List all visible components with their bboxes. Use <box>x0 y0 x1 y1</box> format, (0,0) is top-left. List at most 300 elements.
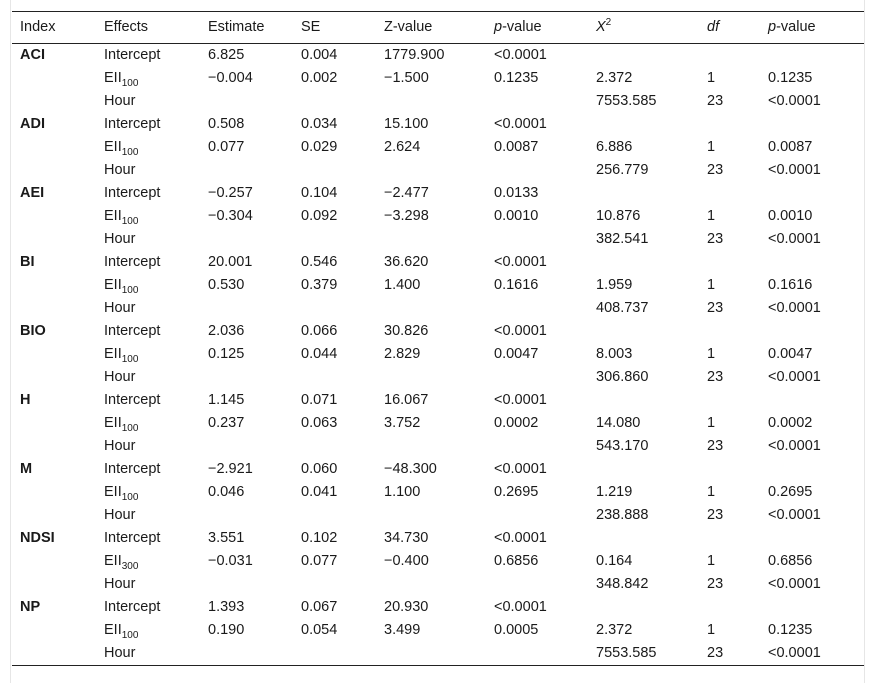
table-row <box>12 113 864 136</box>
row-estimate: 1.145 <box>208 392 245 408</box>
row-se: 0.004 <box>301 47 338 63</box>
row-z-value <box>376 573 486 596</box>
table-row <box>12 527 864 550</box>
row-se: 0.029 <box>301 139 338 155</box>
row-p-value <box>486 504 588 527</box>
row-chi-square: 2.372 <box>596 70 633 86</box>
row-effect <box>96 228 200 251</box>
row-p-value <box>486 228 588 251</box>
row-z-value: 36.620 <box>384 254 429 270</box>
row-chi-square: 348.842 <box>596 576 649 592</box>
row-effect-label: Intercept <box>104 530 161 546</box>
table-row <box>12 228 864 251</box>
row-p-value-2: 0.0002 <box>768 415 813 431</box>
table-row <box>12 389 864 412</box>
row-se: 0.071 <box>301 392 338 408</box>
row-p-value-2 <box>760 389 864 412</box>
row-index <box>12 504 96 527</box>
row-z-value <box>376 642 486 666</box>
row-p-value: 0.1616 <box>494 277 539 293</box>
row-chi-square: 382.541 <box>596 231 649 247</box>
row-effect-subscript: 100 <box>121 354 139 365</box>
row-se <box>293 366 376 389</box>
row-effect <box>96 596 200 619</box>
row-estimate: 6.825 <box>208 47 245 63</box>
row-df: 23 <box>707 645 724 661</box>
row-z-value: −3.298 <box>384 208 429 224</box>
row-effect-label: Hour <box>104 162 136 178</box>
row-index <box>12 205 96 228</box>
row-chi-square: 306.860 <box>596 369 649 385</box>
row-effect-label: Intercept <box>104 47 161 63</box>
row-df: 1 <box>707 277 716 293</box>
header-z-value: Z-value <box>384 19 433 35</box>
header-df: df <box>707 19 720 35</box>
row-z-value: −2.477 <box>384 185 429 201</box>
row-z-value <box>376 228 486 251</box>
table-row <box>12 205 864 228</box>
row-se <box>293 504 376 527</box>
row-effect-subscript: 300 <box>121 561 139 572</box>
row-estimate: 0.508 <box>208 116 245 132</box>
row-p-value-2: <0.0001 <box>768 93 821 109</box>
row-chi-square <box>588 458 699 481</box>
row-p-value-2 <box>760 182 864 205</box>
row-index <box>12 619 96 642</box>
row-p-value: 0.2695 <box>494 484 539 500</box>
row-estimate <box>200 642 293 666</box>
row-p-value: 0.0005 <box>494 622 539 638</box>
row-effect <box>96 435 200 458</box>
row-effect-subscript: 100 <box>121 285 139 296</box>
row-effect <box>96 297 200 320</box>
row-effect <box>96 159 200 182</box>
row-estimate: 1.393 <box>208 599 245 615</box>
row-effect-label: EII <box>104 346 122 362</box>
row-p-value: <0.0001 <box>494 599 547 615</box>
row-index <box>12 136 96 159</box>
row-effect <box>96 412 200 435</box>
header-p-italic: p <box>494 19 503 35</box>
row-z-value: 20.930 <box>384 599 429 615</box>
row-p-value-2 <box>760 251 864 274</box>
row-effect <box>96 251 200 274</box>
table-row <box>12 642 864 666</box>
row-effect-label: Intercept <box>104 254 161 270</box>
row-p-value-2 <box>760 458 864 481</box>
row-p-value: <0.0001 <box>494 254 547 270</box>
row-z-value: 2.829 <box>384 346 421 362</box>
row-df <box>699 320 760 343</box>
row-index <box>12 366 96 389</box>
row-se: 0.092 <box>301 208 338 224</box>
table-row <box>12 619 864 642</box>
row-p-value-2: 0.2695 <box>768 484 813 500</box>
row-df: 1 <box>707 70 716 86</box>
table-row <box>12 136 864 159</box>
row-effect-label: EII <box>104 622 122 638</box>
row-se <box>293 642 376 666</box>
table-row <box>12 159 864 182</box>
row-estimate: 20.001 <box>208 254 253 270</box>
table-row <box>12 481 864 504</box>
row-index: NDSI <box>20 530 55 546</box>
row-chi-square: 10.876 <box>596 208 641 224</box>
row-z-value: 2.624 <box>384 139 421 155</box>
row-effect-label: Hour <box>104 576 136 592</box>
table-row <box>12 44 864 68</box>
table-row <box>12 435 864 458</box>
row-effect <box>96 320 200 343</box>
row-p-value-2: <0.0001 <box>768 231 821 247</box>
row-chi-square <box>588 596 699 619</box>
row-z-value: 15.100 <box>384 116 429 132</box>
row-p-value: 0.6856 <box>494 553 539 569</box>
row-z-value: 1.100 <box>384 484 421 500</box>
row-index: NP <box>20 599 41 615</box>
row-chi-square: 7553.585 <box>596 93 657 109</box>
row-index <box>12 343 96 366</box>
row-p-value-2 <box>760 44 864 68</box>
row-chi-square: 0.164 <box>596 553 633 569</box>
row-index <box>12 435 96 458</box>
row-effect <box>96 504 200 527</box>
header-chi-square <box>588 12 699 44</box>
row-effect-label: Intercept <box>104 392 161 408</box>
table-row <box>12 297 864 320</box>
row-effect-label: Intercept <box>104 323 161 339</box>
row-p-value: 0.0133 <box>494 185 539 201</box>
row-se <box>293 159 376 182</box>
header-p-value-2 <box>760 12 864 44</box>
row-estimate <box>200 573 293 596</box>
row-p-value-2 <box>760 527 864 550</box>
row-index <box>12 573 96 596</box>
row-p-value: 0.1235 <box>494 70 539 86</box>
row-index: M <box>20 461 33 477</box>
row-p-value: <0.0001 <box>494 392 547 408</box>
row-estimate: 2.036 <box>208 323 245 339</box>
row-effect-label: Intercept <box>104 116 161 132</box>
row-index: BI <box>20 254 35 270</box>
row-chi-square: 256.779 <box>596 162 649 178</box>
row-df: 23 <box>707 162 724 178</box>
row-p-value-2: <0.0001 <box>768 162 821 178</box>
row-df <box>699 113 760 136</box>
header-chi-base: X <box>596 19 606 35</box>
row-p-value <box>486 366 588 389</box>
row-df: 23 <box>707 438 724 454</box>
row-index <box>12 412 96 435</box>
row-effect <box>96 366 200 389</box>
table-row <box>12 320 864 343</box>
row-chi-square <box>588 113 699 136</box>
table-row <box>12 366 864 389</box>
results-table <box>12 11 864 666</box>
row-z-value <box>376 504 486 527</box>
row-chi-square: 1.959 <box>596 277 633 293</box>
row-se <box>293 435 376 458</box>
row-se: 0.077 <box>301 553 338 569</box>
row-p-value-2: 0.1235 <box>768 70 813 86</box>
header-p-value <box>486 12 588 44</box>
table-header <box>12 12 864 44</box>
row-p-value <box>486 297 588 320</box>
row-chi-square: 543.170 <box>596 438 649 454</box>
row-df: 1 <box>707 139 716 155</box>
row-effect <box>96 458 200 481</box>
row-estimate <box>200 297 293 320</box>
header-index: Index <box>20 19 56 35</box>
row-estimate <box>200 366 293 389</box>
row-z-value <box>376 366 486 389</box>
row-effect-label: EII <box>104 553 122 569</box>
row-p-value-2: <0.0001 <box>768 438 821 454</box>
row-estimate <box>200 504 293 527</box>
row-p-value-2: <0.0001 <box>768 576 821 592</box>
row-effect <box>96 90 200 113</box>
row-z-value: 34.730 <box>384 530 429 546</box>
row-p-value-2: 0.0087 <box>768 139 813 155</box>
row-se: 0.054 <box>301 622 338 638</box>
row-effect-label: EII <box>104 277 122 293</box>
row-p-value: 0.0047 <box>494 346 539 362</box>
row-index <box>12 67 96 90</box>
row-chi-square: 2.372 <box>596 622 633 638</box>
row-index: AEI <box>20 185 45 201</box>
row-p-value-2: 0.0047 <box>768 346 813 362</box>
row-effect-label: Hour <box>104 231 136 247</box>
row-df: 23 <box>707 93 724 109</box>
row-df: 1 <box>707 415 716 431</box>
row-z-value <box>376 297 486 320</box>
table-row <box>12 596 864 619</box>
row-estimate <box>200 435 293 458</box>
header-chi-sup: 2 <box>605 17 612 28</box>
row-p-value: 0.0087 <box>494 139 539 155</box>
row-index: ADI <box>20 116 45 132</box>
row-effect-label: EII <box>104 415 122 431</box>
header-p-suffix: -value <box>502 19 542 35</box>
row-p-value <box>486 435 588 458</box>
row-p-value-2 <box>760 113 864 136</box>
row-df: 23 <box>707 231 724 247</box>
row-df <box>699 527 760 550</box>
row-index <box>12 228 96 251</box>
row-chi-square: 14.080 <box>596 415 641 431</box>
row-p-value-2: 0.6856 <box>768 553 813 569</box>
row-df: 1 <box>707 553 716 569</box>
row-estimate: 0.530 <box>208 277 245 293</box>
row-se: 0.379 <box>301 277 338 293</box>
row-z-value: 1.400 <box>384 277 421 293</box>
row-estimate: −0.257 <box>208 185 253 201</box>
row-index <box>12 297 96 320</box>
row-p-value-2: <0.0001 <box>768 507 821 523</box>
table-row <box>12 67 864 90</box>
row-estimate: 0.125 <box>208 346 245 362</box>
row-p-value-2: 0.1235 <box>768 622 813 638</box>
row-df: 23 <box>707 507 724 523</box>
row-index <box>12 90 96 113</box>
row-df <box>699 251 760 274</box>
row-df: 23 <box>707 300 724 316</box>
row-p-value: <0.0001 <box>494 530 547 546</box>
row-effect <box>96 642 200 666</box>
table-row <box>12 343 864 366</box>
header-effects: Effects <box>104 19 149 35</box>
row-effect-label: Hour <box>104 369 136 385</box>
row-p-value <box>486 159 588 182</box>
table-row <box>12 458 864 481</box>
row-index: ACI <box>20 47 45 63</box>
row-estimate <box>200 228 293 251</box>
row-df: 1 <box>707 346 716 362</box>
row-effect-label: Intercept <box>104 185 161 201</box>
row-chi-square: 8.003 <box>596 346 633 362</box>
table-row <box>12 504 864 527</box>
row-chi-square: 1.219 <box>596 484 633 500</box>
row-se: 0.066 <box>301 323 338 339</box>
table-row <box>12 251 864 274</box>
row-p-value <box>486 573 588 596</box>
header-se: SE <box>301 19 321 35</box>
table-body <box>12 44 864 666</box>
row-p-value-2 <box>760 596 864 619</box>
row-p-value-2 <box>760 320 864 343</box>
row-p-value: <0.0001 <box>494 116 547 132</box>
row-effect-label: Hour <box>104 645 136 661</box>
row-p-value-2: <0.0001 <box>768 300 821 316</box>
row-effect-subscript: 100 <box>121 630 139 641</box>
row-chi-square: 6.886 <box>596 139 633 155</box>
header-estimate: Estimate <box>208 19 265 35</box>
row-estimate: −0.304 <box>208 208 253 224</box>
row-estimate: 0.046 <box>208 484 245 500</box>
row-chi-square <box>588 527 699 550</box>
row-estimate: 0.077 <box>208 139 245 155</box>
row-se <box>293 90 376 113</box>
row-df: 23 <box>707 576 724 592</box>
row-df <box>699 44 760 68</box>
row-p-value-2: 0.1616 <box>768 277 813 293</box>
row-df <box>699 458 760 481</box>
row-index <box>12 550 96 573</box>
header-p2-italic: p <box>768 19 777 35</box>
table-row <box>12 90 864 113</box>
row-effect <box>96 205 200 228</box>
row-effect-label: Intercept <box>104 461 161 477</box>
row-se: 0.041 <box>301 484 338 500</box>
row-index <box>12 159 96 182</box>
row-z-value: 30.826 <box>384 323 429 339</box>
row-z-value: 3.499 <box>384 622 421 638</box>
row-se: 0.044 <box>301 346 338 362</box>
row-estimate: 3.551 <box>208 530 245 546</box>
row-effect-label: Hour <box>104 93 136 109</box>
row-effect <box>96 67 200 90</box>
row-se <box>293 573 376 596</box>
row-chi-square <box>588 44 699 68</box>
row-effect-label: Hour <box>104 438 136 454</box>
row-p-value: <0.0001 <box>494 461 547 477</box>
row-effect <box>96 573 200 596</box>
row-effect-subscript: 100 <box>121 492 139 503</box>
row-chi-square: 238.888 <box>596 507 649 523</box>
row-p-value-2: <0.0001 <box>768 369 821 385</box>
row-z-value: 3.752 <box>384 415 421 431</box>
row-p-value: 0.0010 <box>494 208 539 224</box>
row-se: 0.102 <box>301 530 338 546</box>
row-p-value: <0.0001 <box>494 47 547 63</box>
row-df: 23 <box>707 369 724 385</box>
row-estimate: 0.190 <box>208 622 245 638</box>
row-se <box>293 297 376 320</box>
row-effect-label: Intercept <box>104 599 161 615</box>
row-p-value <box>486 642 588 666</box>
row-df: 1 <box>707 622 716 638</box>
row-z-value <box>376 435 486 458</box>
row-effect <box>96 113 200 136</box>
row-df <box>699 596 760 619</box>
row-index: BIO <box>20 323 46 339</box>
row-index <box>12 481 96 504</box>
row-estimate: −0.031 <box>208 553 253 569</box>
table-row <box>12 573 864 596</box>
row-effect-label: EII <box>104 70 122 86</box>
row-df: 1 <box>707 208 716 224</box>
row-se: 0.063 <box>301 415 338 431</box>
row-p-value <box>486 90 588 113</box>
row-z-value: 1779.900 <box>384 47 445 63</box>
row-se: 0.034 <box>301 116 338 132</box>
row-effect <box>96 274 200 297</box>
row-effect <box>96 44 200 68</box>
row-df: 1 <box>707 484 716 500</box>
row-se: 0.060 <box>301 461 338 477</box>
row-se: 0.104 <box>301 185 338 201</box>
row-effect <box>96 481 200 504</box>
row-effect <box>96 389 200 412</box>
row-z-value: 16.067 <box>384 392 429 408</box>
row-effect <box>96 550 200 573</box>
row-effect-subscript: 100 <box>121 147 139 158</box>
row-estimate: 0.237 <box>208 415 245 431</box>
row-effect-label: Hour <box>104 507 136 523</box>
row-index <box>12 642 96 666</box>
row-estimate <box>200 159 293 182</box>
row-effect <box>96 619 200 642</box>
row-index <box>12 274 96 297</box>
row-effect-label: EII <box>104 139 122 155</box>
row-chi-square <box>588 320 699 343</box>
row-effect-label: EII <box>104 484 122 500</box>
row-p-value: 0.0002 <box>494 415 539 431</box>
row-df <box>699 389 760 412</box>
row-effect <box>96 343 200 366</box>
row-estimate <box>200 90 293 113</box>
row-effect-label: EII <box>104 208 122 224</box>
row-effect-subscript: 100 <box>121 78 139 89</box>
row-chi-square <box>588 251 699 274</box>
row-effect-subscript: 100 <box>121 216 139 227</box>
row-p-value-2: 0.0010 <box>768 208 813 224</box>
row-effect <box>96 182 200 205</box>
row-effect <box>96 136 200 159</box>
row-se: 0.067 <box>301 599 338 615</box>
row-chi-square <box>588 389 699 412</box>
row-estimate: −2.921 <box>208 461 253 477</box>
